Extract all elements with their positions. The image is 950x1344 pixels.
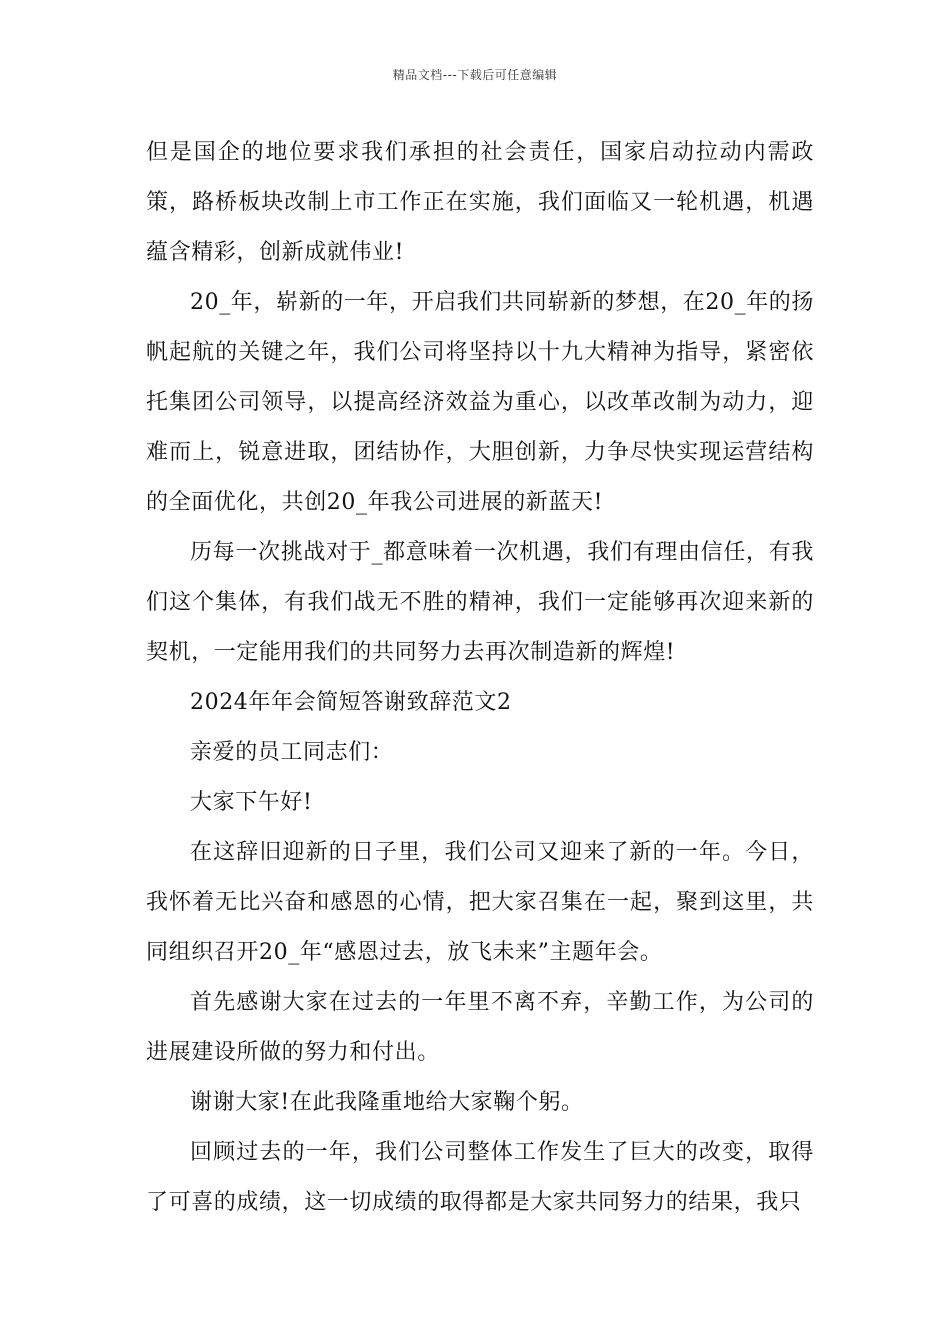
paragraph: 谢谢大家!在此我隆重地给大家鞠个躬。: [190, 1090, 584, 1115]
salutation: 亲爱的员工同志们：: [190, 740, 394, 765]
paragraph: 历每一次挑战对于_都意味着一次机遇，我们有理由信任，有我们这个集体，有我们战无不胜的精神，我们一定能够再次迎来新的契机，一定能用我们的共同努力去再次制造新的辉煌!: [146, 540, 814, 665]
page-header: 精品文档---下载后可任意编辑: [392, 68, 558, 82]
paragraph: 在这辞旧迎新的日子里，我们公司又迎来了新的一年。今日，我怀着无比兴奋和感恩的心情，把大家召集在一起，聚到这里，共同组织召开20_年“感恩过去，放飞未来”主题年会。: [146, 840, 814, 965]
paragraph: 回顾过去的一年，我们公司整体工作发生了巨大的改变，取得了可喜的成绩，这一切成绩的取得都是大家共同努力的结果，我只: [146, 1140, 814, 1215]
paragraph: 首先感谢大家在过去的一年里不离不弃，辛勤工作，为公司的进展建设所做的努力和付出。: [146, 990, 814, 1065]
document-body: [146, 128, 814, 1228]
section-title: 2024年年会简短答谢致辞范文2: [190, 690, 512, 715]
greeting: 大家下午好!: [190, 790, 313, 815]
paragraph: 20_年，崭新的一年，开启我们共同崭新的梦想，在20_年的扬帆起航的关键之年，我们公司将坚持以十九大精神为指导，紧密依托集团公司领导，以提高经济效益为重心，以改革改制为动力，迎难而上，锐意进取，团结协作，大胆创新，力争尽快实现运营结构的全面优化，共创20_年我公司进展的新蓝天!: [146, 290, 814, 515]
paragraph-continuation: 但是国企的地位要求我们承担的社会责任，国家启动拉动内需政策，路桥板块改制上市工作正在实施，我们面临又一轮机遇，机遇蕴含精彩，创新成就伟业!: [146, 140, 814, 265]
